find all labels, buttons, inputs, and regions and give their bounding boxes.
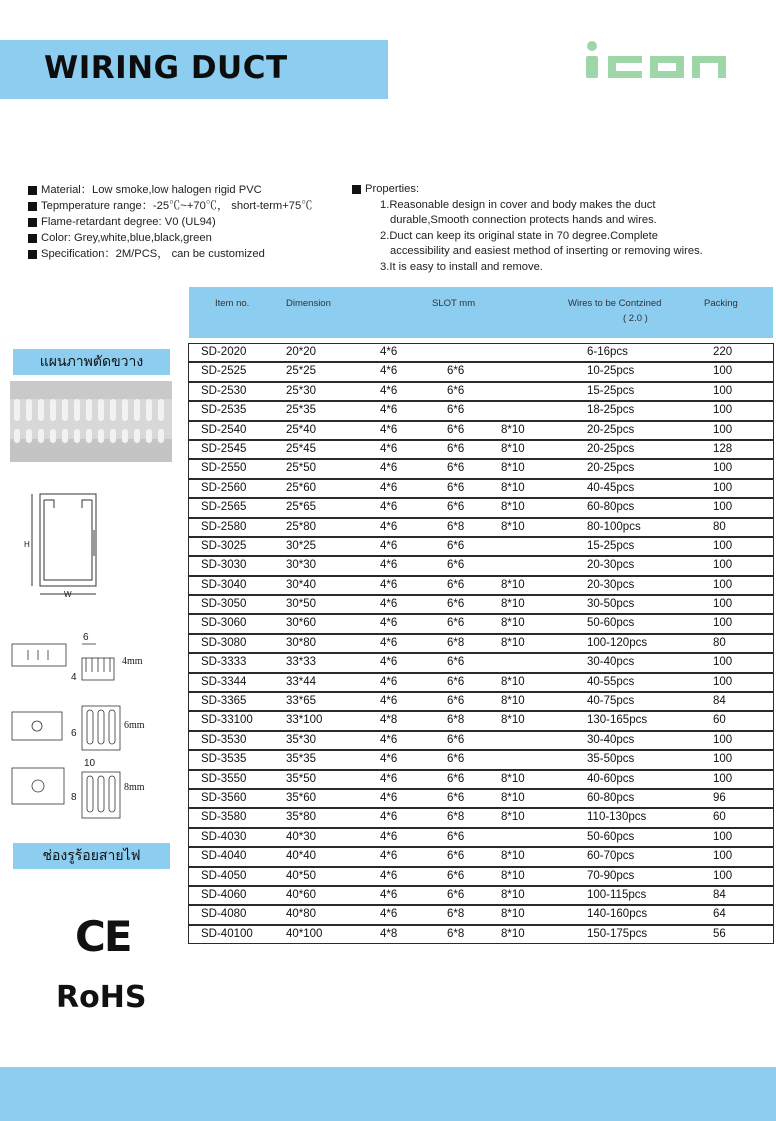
cell-slot-1: 4*6 bbox=[380, 520, 398, 533]
cell-item-no: SD-3550 bbox=[201, 772, 247, 785]
cell-item-no: SD-3560 bbox=[201, 791, 247, 804]
cell-packing: 80 bbox=[713, 520, 726, 533]
cell-wires: 40-55pcs bbox=[587, 675, 635, 688]
cell-wires: 6-16pcs bbox=[587, 346, 628, 358]
cell-dimension: 35*60 bbox=[286, 791, 317, 804]
cell-packing: 100 bbox=[713, 830, 733, 843]
cell-dimension: 40*50 bbox=[286, 869, 317, 882]
property-line: accessibility and easiest method of inserting or removing wires. bbox=[390, 245, 703, 257]
cell-slot-1: 4*6 bbox=[380, 501, 398, 514]
table-row bbox=[188, 828, 774, 847]
cell-slot-2: 6*6 bbox=[447, 423, 465, 436]
table-row bbox=[188, 770, 774, 789]
cell-slot-1: 4*6 bbox=[380, 404, 398, 417]
cell-packing: 100 bbox=[713, 733, 733, 746]
cell-wires: 15-25pcs bbox=[587, 539, 635, 552]
cell-packing: 100 bbox=[713, 656, 733, 669]
cell-slot-2: 6*6 bbox=[447, 791, 465, 804]
cell-slot-3: 8*10 bbox=[501, 598, 525, 611]
bullet-icon bbox=[352, 185, 361, 194]
cell-wires: 60-80pcs bbox=[587, 791, 635, 804]
table-row bbox=[188, 537, 774, 556]
cell-wires: 30-50pcs bbox=[587, 598, 635, 611]
spec-item: Material：Low smoke,low halogen rigid PVC bbox=[28, 182, 358, 198]
table-row bbox=[188, 362, 774, 381]
table-row bbox=[188, 634, 774, 653]
cell-packing: 100 bbox=[713, 675, 733, 688]
cell-packing: 100 bbox=[713, 617, 733, 630]
cell-packing: 96 bbox=[713, 791, 726, 804]
table-row bbox=[188, 653, 774, 672]
cell-item-no: SD-3060 bbox=[201, 617, 247, 630]
cell-slot-2: 6*6 bbox=[447, 539, 465, 552]
cell-slot-1: 4*6 bbox=[380, 830, 398, 843]
cell-slot-2: 6*8 bbox=[447, 908, 465, 921]
cell-slot-3: 8*10 bbox=[501, 617, 525, 630]
cell-slot-2: 6*8 bbox=[447, 811, 465, 824]
cell-slot-2: 6*6 bbox=[447, 617, 465, 630]
duct-photo bbox=[10, 381, 172, 462]
slot-4-side: 4 bbox=[71, 672, 77, 683]
cell-slot-1: 4*6 bbox=[380, 733, 398, 746]
cell-dimension: 30*60 bbox=[286, 617, 317, 630]
cell-slot-2: 6*6 bbox=[447, 404, 465, 417]
cell-slot-1: 4*6 bbox=[380, 850, 398, 863]
cell-slot-1: 4*6 bbox=[380, 365, 398, 378]
cell-slot-2: 6*6 bbox=[447, 869, 465, 882]
cell-item-no: SD-3025 bbox=[201, 539, 247, 552]
header-wires: Wires to be Contzined bbox=[568, 298, 662, 309]
table-row bbox=[188, 925, 774, 944]
cell-slot-2: 6*8 bbox=[447, 520, 465, 533]
cell-slot-3: 8*10 bbox=[501, 578, 525, 591]
cell-item-no: SD-33100 bbox=[201, 714, 253, 727]
cell-item-no: SD-2545 bbox=[201, 442, 247, 455]
cell-slot-2: 6*6 bbox=[447, 753, 465, 766]
cell-slot-2: 6*6 bbox=[447, 830, 465, 843]
table-row bbox=[188, 595, 774, 614]
cell-packing: 60 bbox=[713, 714, 726, 727]
cell-item-no: SD-2020 bbox=[201, 346, 247, 358]
cell-packing: 128 bbox=[713, 442, 733, 455]
cell-wires: 30-40pcs bbox=[587, 656, 635, 669]
cell-wires: 15-25pcs bbox=[587, 384, 635, 397]
cell-packing: 100 bbox=[713, 404, 733, 417]
cell-item-no: SD-3050 bbox=[201, 598, 247, 611]
cell-slot-1: 4*6 bbox=[380, 481, 398, 494]
property-line: 1.Reasonable design in cover and body makes the duct bbox=[380, 198, 656, 211]
cell-dimension: 25*50 bbox=[286, 462, 317, 475]
table-row bbox=[188, 576, 774, 595]
cell-packing: 100 bbox=[713, 501, 733, 514]
cell-wires: 35-50pcs bbox=[587, 753, 635, 766]
header-dimension: Dimension bbox=[286, 298, 331, 309]
cell-slot-2: 6*6 bbox=[447, 462, 465, 475]
spec-item: Flame-retardant degree: V0 (UL94) bbox=[28, 214, 358, 230]
cell-wires: 40-60pcs bbox=[587, 772, 635, 785]
cell-slot-1: 4*6 bbox=[380, 772, 398, 785]
table-row bbox=[188, 401, 774, 420]
cell-packing: 100 bbox=[713, 384, 733, 397]
page-title: WIRING DUCT bbox=[44, 50, 288, 86]
table-row bbox=[188, 479, 774, 498]
cell-wires: 20-25pcs bbox=[587, 423, 635, 436]
cell-slot-1: 4*6 bbox=[380, 462, 398, 475]
cell-slot-3: 8*10 bbox=[501, 927, 525, 940]
cell-item-no: SD-4050 bbox=[201, 869, 247, 882]
cell-item-no: SD-2525 bbox=[201, 365, 247, 378]
cell-item-no: SD-4040 bbox=[201, 850, 247, 863]
cell-dimension: 33*44 bbox=[286, 675, 317, 688]
footer-banner bbox=[0, 1067, 776, 1121]
cell-dimension: 40*40 bbox=[286, 850, 317, 863]
cell-slot-1: 4*6 bbox=[380, 791, 398, 804]
bullet-icon bbox=[28, 234, 37, 243]
slot-6-side: 6 bbox=[71, 728, 77, 739]
cell-slot-1: 4*6 bbox=[380, 539, 398, 552]
cell-slot-3: 8*10 bbox=[501, 675, 525, 688]
table-header bbox=[189, 287, 773, 338]
cross-section-label: แผนภาพตัดขวาง bbox=[13, 349, 170, 375]
cell-slot-2: 6*6 bbox=[447, 695, 465, 708]
header-wires-sub: ( 2.0 ) bbox=[623, 313, 648, 324]
header-slot: SLOT mm bbox=[432, 298, 476, 309]
cell-wires: 40-75pcs bbox=[587, 695, 635, 708]
bullet-icon bbox=[28, 250, 37, 259]
table-row bbox=[188, 518, 774, 537]
cell-slot-3: 8*10 bbox=[501, 462, 525, 475]
properties-heading: Properties: bbox=[365, 183, 420, 195]
cell-item-no: SD-2530 bbox=[201, 384, 247, 397]
slot-6mm-label: 6mm bbox=[124, 720, 145, 731]
cell-item-no: SD-3080 bbox=[201, 636, 247, 649]
cell-packing: 100 bbox=[713, 850, 733, 863]
cell-slot-1: 4*6 bbox=[380, 888, 398, 901]
cell-slot-3: 8*10 bbox=[501, 442, 525, 455]
cell-packing: 100 bbox=[713, 559, 733, 572]
cell-wires: 20-30pcs bbox=[587, 578, 635, 591]
cell-packing: 80 bbox=[713, 636, 726, 649]
ce-mark: CE bbox=[75, 912, 131, 961]
bullet-icon bbox=[28, 202, 37, 211]
wiring-slot-label: ช่องรูร้อยสายไฟ bbox=[13, 843, 170, 869]
cell-packing: 100 bbox=[713, 598, 733, 611]
cell-slot-2: 6*6 bbox=[447, 578, 465, 591]
dimension-w: W bbox=[64, 590, 72, 599]
cell-dimension: 30*50 bbox=[286, 598, 317, 611]
cell-item-no: SD-2535 bbox=[201, 404, 247, 417]
cell-item-no: SD-3530 bbox=[201, 733, 247, 746]
cell-dimension: 30*80 bbox=[286, 636, 317, 649]
cell-packing: 100 bbox=[713, 753, 733, 766]
table-row bbox=[188, 459, 774, 478]
table-row bbox=[188, 886, 774, 905]
cell-wires: 150-175pcs bbox=[587, 927, 648, 940]
cell-slot-3: 8*10 bbox=[501, 869, 525, 882]
cell-wires: 100-120pcs bbox=[587, 636, 648, 649]
cell-slot-2: 6*6 bbox=[447, 850, 465, 863]
cell-dimension: 25*35 bbox=[286, 404, 317, 417]
cell-wires: 50-60pcs bbox=[587, 617, 635, 630]
cell-packing: 100 bbox=[713, 423, 733, 436]
cell-slot-2: 6*6 bbox=[447, 442, 465, 455]
cell-dimension: 25*60 bbox=[286, 481, 317, 494]
cell-slot-2: 6*6 bbox=[447, 733, 465, 746]
table-row bbox=[188, 614, 774, 633]
cell-slot-2: 6*6 bbox=[447, 656, 465, 669]
cell-item-no: SD-3535 bbox=[201, 753, 247, 766]
dimension-h: H bbox=[24, 540, 30, 549]
cell-item-no: SD-3030 bbox=[201, 559, 247, 572]
table-row bbox=[188, 692, 774, 711]
slot-8mm-label: 8mm bbox=[124, 782, 145, 793]
cell-slot-1: 4*6 bbox=[380, 559, 398, 572]
cell-packing: 64 bbox=[713, 908, 726, 921]
cell-packing: 84 bbox=[713, 695, 726, 708]
slot-6mm-drawing bbox=[8, 702, 158, 754]
cell-item-no: SD-4060 bbox=[201, 888, 247, 901]
cell-slot-2: 6*6 bbox=[447, 888, 465, 901]
table-row bbox=[188, 789, 774, 808]
cell-packing: 100 bbox=[713, 578, 733, 591]
cell-dimension: 25*45 bbox=[286, 442, 317, 455]
cell-dimension: 33*100 bbox=[286, 714, 323, 727]
table-row bbox=[188, 556, 774, 575]
cell-slot-2: 6*8 bbox=[447, 636, 465, 649]
slot-4mm-drawing bbox=[8, 632, 158, 688]
cell-wires: 130-165pcs bbox=[587, 714, 648, 727]
cell-item-no: SD-3580 bbox=[201, 811, 247, 824]
slot-8mm-drawing bbox=[8, 758, 158, 824]
table-row bbox=[188, 750, 774, 769]
cell-item-no: SD-2550 bbox=[201, 462, 247, 475]
table-row bbox=[188, 498, 774, 517]
cell-packing: 84 bbox=[713, 888, 726, 901]
cell-wires: 60-70pcs bbox=[587, 850, 635, 863]
cell-slot-1: 4*6 bbox=[380, 656, 398, 669]
cell-slot-3: 8*10 bbox=[501, 714, 525, 727]
cell-item-no: SD-3333 bbox=[201, 656, 247, 669]
spec-item: Specification：2M/PCS， can be customized bbox=[28, 246, 358, 262]
cell-wires: 60-80pcs bbox=[587, 501, 635, 514]
cell-wires: 20-25pcs bbox=[587, 442, 635, 455]
property-line: 3.It is easy to install and remove. bbox=[380, 260, 543, 273]
cell-dimension: 25*65 bbox=[286, 501, 317, 514]
cell-slot-3: 8*10 bbox=[501, 423, 525, 436]
cell-wires: 18-25pcs bbox=[587, 404, 635, 417]
slot-8-top: 10 bbox=[84, 758, 96, 769]
table-row bbox=[188, 808, 774, 827]
cell-item-no: SD-2540 bbox=[201, 423, 247, 436]
table-row bbox=[188, 421, 774, 440]
cell-dimension: 33*65 bbox=[286, 695, 317, 708]
cell-wires: 30-40pcs bbox=[587, 733, 635, 746]
cell-item-no: SD-4030 bbox=[201, 830, 247, 843]
cell-dimension: 25*25 bbox=[286, 365, 317, 378]
cell-wires: 80-100pcs bbox=[587, 520, 641, 533]
cell-packing: 100 bbox=[713, 539, 733, 552]
cell-packing: 100 bbox=[713, 772, 733, 785]
cell-wires: 10-25pcs bbox=[587, 365, 635, 378]
table-row bbox=[188, 343, 774, 362]
properties-section bbox=[352, 182, 772, 275]
cell-slot-1: 4*6 bbox=[380, 346, 398, 358]
header-packing: Packing bbox=[704, 298, 738, 309]
slot-4mm-label: 4mm bbox=[122, 656, 143, 667]
cell-dimension: 35*50 bbox=[286, 772, 317, 785]
cell-slot-1: 4*6 bbox=[380, 442, 398, 455]
cell-slot-3: 8*10 bbox=[501, 501, 525, 514]
slot-4-top: 6 bbox=[83, 632, 89, 643]
table-row bbox=[188, 867, 774, 886]
cell-slot-2: 6*6 bbox=[447, 559, 465, 572]
cell-item-no: SD-2580 bbox=[201, 520, 247, 533]
cell-dimension: 35*80 bbox=[286, 811, 317, 824]
cell-slot-1: 4*6 bbox=[380, 753, 398, 766]
rohs-mark: RoHS bbox=[56, 980, 147, 1015]
property-line: durable,Smooth connection protects hands and wires. bbox=[390, 214, 657, 226]
cell-item-no: SD-2565 bbox=[201, 501, 247, 514]
table-row bbox=[188, 382, 774, 401]
cell-slot-2: 6*8 bbox=[447, 927, 465, 940]
cell-dimension: 30*25 bbox=[286, 539, 317, 552]
cell-slot-3: 8*10 bbox=[501, 811, 525, 824]
cell-wires: 20-30pcs bbox=[587, 559, 635, 572]
cell-slot-2: 6*6 bbox=[447, 501, 465, 514]
cell-item-no: SD-3365 bbox=[201, 695, 247, 708]
spec-item: Tepmperature range：-25℃~+70℃， short-term+75℃ bbox=[28, 198, 358, 214]
cell-slot-3: 8*10 bbox=[501, 850, 525, 863]
cell-dimension: 40*80 bbox=[286, 908, 317, 921]
table-row bbox=[188, 440, 774, 459]
cell-dimension: 35*35 bbox=[286, 753, 317, 766]
spec-item: Color: Grey,white,blue,black,green bbox=[28, 230, 358, 246]
table-row bbox=[188, 847, 774, 866]
cell-dimension: 25*30 bbox=[286, 384, 317, 397]
cell-packing: 100 bbox=[713, 462, 733, 475]
cell-slot-1: 4*6 bbox=[380, 617, 398, 630]
cell-slot-2: 6*6 bbox=[447, 598, 465, 611]
cell-item-no: SD-40100 bbox=[201, 927, 253, 940]
cell-slot-3: 8*10 bbox=[501, 520, 525, 533]
cell-dimension: 25*40 bbox=[286, 423, 317, 436]
cell-dimension: 40*60 bbox=[286, 888, 317, 901]
header-item-no: Item no. bbox=[215, 298, 250, 309]
cell-slot-1: 4*6 bbox=[380, 869, 398, 882]
cell-slot-3: 8*10 bbox=[501, 908, 525, 921]
table-row bbox=[188, 711, 774, 730]
cell-packing: 100 bbox=[713, 365, 733, 378]
cell-slot-3: 8*10 bbox=[501, 888, 525, 901]
cell-packing: 100 bbox=[713, 481, 733, 494]
spec-table bbox=[188, 343, 774, 944]
cell-slot-1: 4*6 bbox=[380, 636, 398, 649]
cell-slot-1: 4*6 bbox=[380, 578, 398, 591]
cell-slot-2: 6*6 bbox=[447, 384, 465, 397]
cell-wires: 100-115pcs bbox=[587, 888, 647, 901]
cell-dimension: 40*100 bbox=[286, 927, 323, 940]
cell-slot-2: 6*6 bbox=[447, 675, 465, 688]
table-row bbox=[188, 905, 774, 924]
cell-dimension: 35*30 bbox=[286, 733, 317, 746]
cell-slot-3: 8*10 bbox=[501, 791, 525, 804]
bullet-icon bbox=[28, 218, 37, 227]
cell-slot-2: 6*6 bbox=[447, 481, 465, 494]
cell-slot-3: 8*10 bbox=[501, 481, 525, 494]
property-line: 2.Duct can keep its original state in 70 degree.Complete bbox=[380, 229, 658, 242]
cell-wires: 110-130pcs bbox=[587, 811, 647, 824]
cell-slot-2: 6*6 bbox=[447, 772, 465, 785]
cell-slot-1: 4*6 bbox=[380, 695, 398, 708]
cell-slot-1: 4*6 bbox=[380, 598, 398, 611]
cross-section-drawing bbox=[22, 486, 112, 604]
cell-packing: 60 bbox=[713, 811, 726, 824]
cell-dimension: 20*20 bbox=[286, 346, 317, 358]
table-row bbox=[188, 731, 774, 750]
cell-slot-1: 4*8 bbox=[380, 927, 398, 940]
cell-item-no: SD-2560 bbox=[201, 481, 247, 494]
cell-wires: 40-45pcs bbox=[587, 481, 635, 494]
cell-dimension: 33*33 bbox=[286, 656, 317, 669]
icon-logo bbox=[580, 38, 750, 88]
cell-wires: 20-25pcs bbox=[587, 462, 635, 475]
cell-wires: 70-90pcs bbox=[587, 869, 635, 882]
cell-slot-3: 8*10 bbox=[501, 636, 525, 649]
spec-list bbox=[28, 182, 358, 262]
cell-slot-2: 6*8 bbox=[447, 714, 465, 727]
cell-dimension: 30*30 bbox=[286, 559, 317, 572]
cell-slot-1: 4*6 bbox=[380, 675, 398, 688]
cell-slot-1: 4*6 bbox=[380, 811, 398, 824]
cell-slot-3: 8*10 bbox=[501, 695, 525, 708]
cell-wires: 140-160pcs bbox=[587, 908, 648, 921]
cell-item-no: SD-4080 bbox=[201, 908, 247, 921]
cell-packing: 220 bbox=[713, 346, 733, 358]
cell-dimension: 25*80 bbox=[286, 520, 317, 533]
cell-item-no: SD-3344 bbox=[201, 675, 247, 688]
cell-slot-1: 4*6 bbox=[380, 423, 398, 436]
cell-item-no: SD-3040 bbox=[201, 578, 247, 591]
cell-slot-1: 4*6 bbox=[380, 384, 398, 397]
bullet-icon bbox=[28, 186, 37, 195]
table-row bbox=[188, 673, 774, 692]
cell-slot-1: 4*6 bbox=[380, 908, 398, 921]
slot-8-side: 8 bbox=[71, 792, 77, 803]
cell-dimension: 40*30 bbox=[286, 830, 317, 843]
cell-slot-1: 4*8 bbox=[380, 714, 398, 727]
cell-dimension: 30*40 bbox=[286, 578, 317, 591]
cell-packing: 100 bbox=[713, 869, 733, 882]
cell-wires: 50-60pcs bbox=[587, 830, 635, 843]
cell-packing: 56 bbox=[713, 927, 726, 940]
cell-slot-3: 8*10 bbox=[501, 772, 525, 785]
cell-slot-2: 6*6 bbox=[447, 365, 465, 378]
